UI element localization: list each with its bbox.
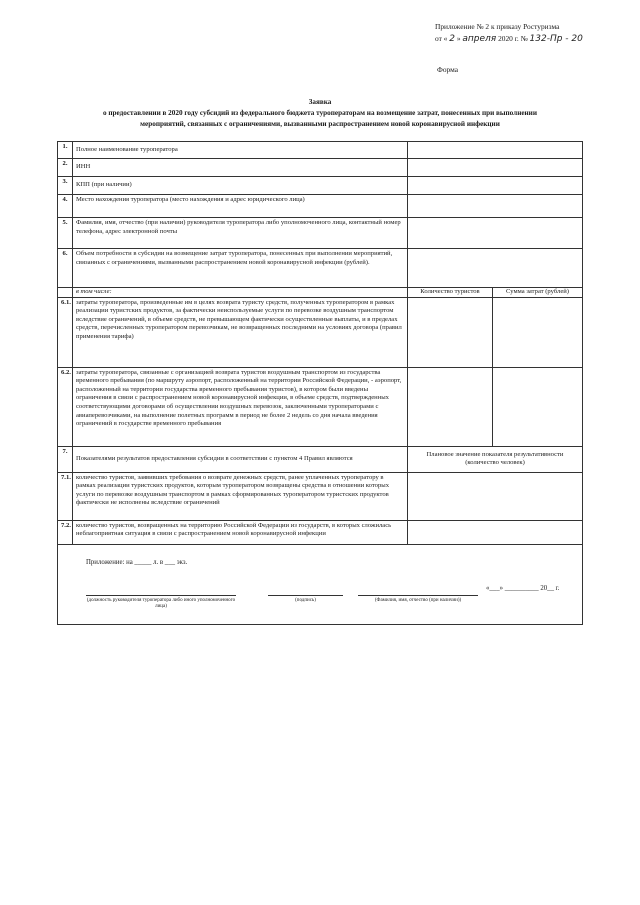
row-label: количество туристов, заявивших требования о возврате денежных средств, ранее уплаченных туроператору в рамках реализации туристских продуктов, которым туроператором возвращены средства в отношении которых услуги по перевозке воздушным транспортом в рамках сформированных туроператором туристских продуктов фактически не исполнены вследствие ограничений [73,472,408,520]
signature-line [268,595,343,596]
value-cell[interactable] [408,159,583,177]
col-header-planned-value: Плановое значение показателя результативности (количество человек) [408,446,583,472]
row-label: КПП (при наличии) [73,177,408,195]
row-number: 2. [58,159,73,177]
handwritten-month: апреля [462,34,497,44]
table-row [58,177,583,195]
signature-date: «___» __________ 20__ г. [486,584,560,592]
handwritten-order-number: 132-Пр - 20 [529,34,583,44]
planned-value-cell[interactable] [408,472,583,520]
row-number: 7. [58,446,73,472]
row-label: Место нахождения туроператора (место нахождения и адрес юридического лица) [73,195,408,218]
row-number: 4. [58,195,73,218]
sum-cell[interactable] [493,367,583,446]
position-caption: (должность руководителя туроператора либо иного уполномоченного лица) [86,597,236,609]
value-cell[interactable] [408,249,583,288]
date-prefix: от « [435,34,448,43]
col-header-sum: Сумма затрат (рублей) [493,288,583,298]
row-number-empty [58,288,73,298]
col-header-tourists: Количество туристов [408,288,493,298]
title-line-3: мероприятий, связанных с ограничениями, вызванными распространением новой коронавирусной инфекции [140,120,500,128]
table-row [58,367,583,446]
application-form-table [57,141,583,625]
title-line-1: Заявка [308,98,332,106]
tourists-count-cell[interactable] [408,367,493,446]
row-label: затраты туроператора, связанные с организацией возврата туристов воздушным транспортом из государства временного пребывания (по маршруту аэропорт, расположенный на территории Российской Федерации, - аэропорт, расположенный на территории государства временного пребывания туристов), в котором были введены ограничения в связи с распространением новой коронавирусной инфекции, в объеме средств, подтвержденных соответствующими договорами об осуществлении воздушных перевозок, заключенными туроператорами с авиаперевозчиками, на выполнение полетных программ в период не более 2 недель со дня начала введения ограничений в государстве временного пребывания [73,367,408,446]
value-cell[interactable] [408,177,583,195]
row-number: 1. [58,142,73,159]
row-number: 7.2. [58,520,73,544]
table-row [58,159,583,177]
table-row-subheader [58,288,583,298]
row-number: 5. [58,218,73,249]
row-label: затраты туроператора, произведенные им в целях возврата туристу средств, полученных туроператором в рамках реализации туристских продуктов, за фактически неиспользуемые услуги по перевозке воздушным транспортом вследствие ограничений, в объеме средств, не превышающем фактически осуществленные выплаты, и в пределах средств, перечисленных туроператором перевозчикам, не возвращенных последними на условиях договора (правил применения тарифа) [73,297,408,367]
value-cell[interactable] [408,142,583,159]
row-label: количество туристов, возвращенных на территорию Российской Федерации из государств, в которых сложилась неблагоприятная ситуация в связи с распространением новой коронавирусной инфекции [73,520,408,544]
position-line [86,595,236,596]
header-order-date-line [435,34,583,44]
table-row [58,195,583,218]
form-label: Форма [437,65,459,74]
attachment-note: Приложение: на _____ л. в ___ экз. [86,558,188,566]
table-row [58,218,583,249]
row-label: Фамилия, имя, отчество (при наличии) руководителя туроператора либо уполномоченного лица, контактный номер телефона, адрес электронной почты [73,218,408,249]
row-number: 6. [58,249,73,288]
footer-cell [58,544,583,624]
row-label: Объем потребности в субсидии на возмещение затрат туроператора, понесенных при выполнении мероприятий, связанных с ограничениями, вызванными распространением новой коронавирусной инфекции (рублей). [73,249,408,288]
table-row [58,472,583,520]
table-row [58,249,583,288]
row-number: 7.1. [58,472,73,520]
row-label: Полное наименование туроператора [73,142,408,159]
row-number: 6.2. [58,367,73,446]
value-cell[interactable] [408,195,583,218]
row-number: 6.1. [58,297,73,367]
table-row [58,520,583,544]
document-title [40,97,600,130]
table-row [58,446,583,472]
header-order-reference: Приложение № 2 к приказу Ростуризма [435,22,560,31]
table-row [58,297,583,367]
name-caption: (Фамилия, имя, отчество (при наличии)) [374,597,462,603]
value-cell[interactable] [408,218,583,249]
sum-cell[interactable] [493,297,583,367]
row-label: Показателями результатов предоставления субсидии в соответствии с пунктом 4 Правил являются [73,446,408,472]
date-quote-close: » [456,34,461,43]
title-line-2: о предоставлении в 2020 году субсидий из федерального бюджета туроператорам на возмещение затрат, понесенных при выполнении [103,109,537,117]
row-number: 3. [58,177,73,195]
date-year: 2020 г. № [498,34,528,43]
tourists-count-cell[interactable] [408,297,493,367]
table-row-footer [58,544,583,624]
handwritten-day: 2 [449,34,455,44]
row-label: ИНН [73,159,408,177]
in-that-number-label: в том числе: [73,288,408,298]
table-row [58,142,583,159]
planned-value-cell[interactable] [408,520,583,544]
signature-caption: (подпись) [295,597,316,603]
name-line [358,595,478,596]
